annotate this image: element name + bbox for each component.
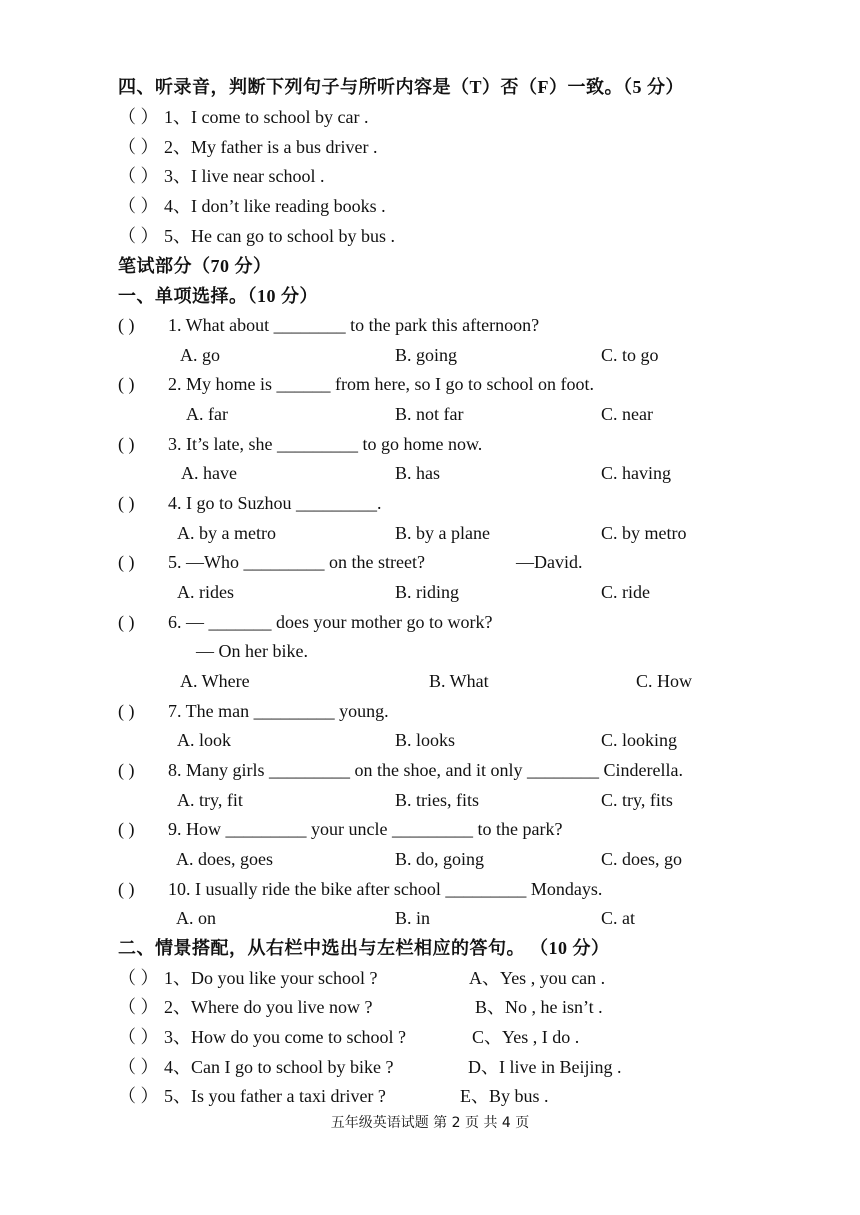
answer-bracket[interactable]: （ ） <box>118 196 159 216</box>
option-c: C. having <box>601 463 671 483</box>
option-b: B. riding <box>395 582 460 602</box>
list-item <box>118 1081 386 1111</box>
list-item <box>118 221 395 251</box>
option-a: A. by a metro <box>177 523 276 543</box>
option-a: A. try, fit <box>177 790 243 810</box>
stem-text: 7. The man _________ young. <box>168 701 389 721</box>
question-stem <box>118 369 594 399</box>
question-stem <box>118 874 602 904</box>
list-item <box>118 132 377 162</box>
option-c: C. try, fits <box>601 790 673 810</box>
list-item <box>118 1052 393 1082</box>
right-answer: A、Yes , you can . <box>469 968 606 988</box>
question-stem <box>118 814 562 844</box>
option-b: B. looks <box>395 730 456 750</box>
item-text: 4、I don’t like reading books . <box>164 196 386 216</box>
option-c: C. does, go <box>601 849 682 869</box>
option-b: B. in <box>395 908 431 928</box>
question-stem <box>118 755 683 785</box>
option-b: B. by a plane <box>395 523 490 543</box>
answer-bracket[interactable]: （ ） <box>118 226 159 246</box>
answer-bracket[interactable]: （ ） <box>118 107 159 127</box>
answer-bracket[interactable]: （ ） <box>118 1027 159 1047</box>
left-question: 3、How do you come to school ? <box>164 1027 406 1047</box>
right-answer: D、I live in Beijing . <box>468 1057 622 1077</box>
option-c: C. at <box>601 908 635 928</box>
option-a: A. does, goes <box>176 849 273 869</box>
stem-text: 2. My home is ______ from here, so I go to school on foot. <box>168 374 594 394</box>
answer-bracket[interactable]: ( ) <box>118 879 135 899</box>
section2-title: 二、情景搭配，从右栏中选出与左栏相应的答句。 （10 分） <box>118 938 610 958</box>
left-question: 1、Do you like your school ? <box>164 968 378 988</box>
stem-text: 9. How _________ your uncle _________ to the park? <box>168 819 563 839</box>
stem-text: 5. —Who _________ on the street? <box>168 552 425 572</box>
question-stem <box>118 547 425 577</box>
stem-text: 3. It’s late, she _________ to go home now. <box>168 434 483 454</box>
option-b: B. not far <box>395 404 464 424</box>
option-b: B. What <box>429 671 489 691</box>
option-c: C. near <box>601 404 653 424</box>
answer-bracket[interactable]: ( ) <box>118 493 135 513</box>
answer-bracket[interactable]: （ ） <box>118 1057 159 1077</box>
option-a: A. have <box>181 463 237 483</box>
list-item <box>118 102 368 132</box>
stem-text: 6. — _______ does your mother go to work? <box>168 612 493 632</box>
answer-bracket[interactable]: ( ) <box>118 374 135 394</box>
stem-text: 10. I usually ride the bike after school _________ Mondays. <box>168 879 603 899</box>
answer-bracket[interactable]: ( ) <box>118 434 135 454</box>
question-stem <box>118 310 539 340</box>
list-item <box>118 963 377 993</box>
stem-text: 1. What about ________ to the park this afternoon? <box>168 315 540 335</box>
answer-bracket[interactable]: （ ） <box>118 137 159 157</box>
answer-bracket[interactable]: （ ） <box>118 968 159 988</box>
option-b: B. tries, fits <box>395 790 479 810</box>
dialogue-answer: —David. <box>516 552 583 572</box>
question-stem <box>118 429 482 459</box>
left-question: 5、Is you father a taxi driver ? <box>164 1086 386 1106</box>
option-a: A. Where <box>180 671 250 691</box>
stem-text: 4. I go to Suzhou _________. <box>168 493 382 513</box>
section4-title: 四、听录音，判断下列句子与所听内容是（T）否（F）一致。（5 分） <box>118 77 684 97</box>
option-c: C. How <box>636 671 693 691</box>
question-stem <box>118 488 382 518</box>
option-c: C. to go <box>601 345 659 365</box>
list-item <box>118 992 372 1022</box>
list-item <box>118 191 386 221</box>
left-question: 2、Where do you live now ? <box>164 997 373 1017</box>
option-b: B. has <box>395 463 440 483</box>
item-text: 5、He can go to school by bus . <box>164 226 395 246</box>
item-text: 3、I live near school . <box>164 166 325 186</box>
dialogue-answer: — On her bike. <box>196 641 308 661</box>
answer-bracket[interactable]: ( ) <box>118 552 135 572</box>
page-footer: 五年级英语试题 第 2 页 共 4 页 <box>330 1115 530 1131</box>
option-a: A. look <box>177 730 231 750</box>
written-part-title: 笔试部分（70 分） <box>118 256 272 276</box>
answer-bracket[interactable]: （ ） <box>118 1086 159 1106</box>
answer-bracket[interactable]: ( ) <box>118 315 135 335</box>
answer-bracket[interactable]: （ ） <box>118 997 159 1017</box>
section1-title: 一、单项选择。（10 分） <box>118 286 318 306</box>
item-text: 1、I come to school by car . <box>164 107 369 127</box>
option-a: A. far <box>186 404 228 424</box>
right-answer: E、By bus . <box>460 1086 549 1106</box>
option-a: A. go <box>180 345 220 365</box>
option-a: A. on <box>176 908 216 928</box>
answer-bracket[interactable]: ( ) <box>118 612 135 632</box>
right-answer: B、No , he isn’t . <box>475 997 603 1017</box>
option-c: C. looking <box>601 730 678 750</box>
item-text: 2、My father is a bus driver . <box>164 137 378 157</box>
answer-bracket[interactable]: ( ) <box>118 819 135 839</box>
list-item <box>118 161 324 191</box>
answer-bracket[interactable]: ( ) <box>118 760 135 780</box>
option-a: A. rides <box>177 582 234 602</box>
answer-bracket[interactable]: （ ） <box>118 166 159 186</box>
option-b: B. going <box>395 345 458 365</box>
question-stem <box>118 696 389 726</box>
stem-text: 8. Many girls _________ on the shoe, and it only ________ Cinderella. <box>168 760 683 780</box>
left-question: 4、Can I go to school by bike ? <box>164 1057 394 1077</box>
option-b: B. do, going <box>395 849 485 869</box>
option-c: C. ride <box>601 582 650 602</box>
option-c: C. by metro <box>601 523 687 543</box>
answer-bracket[interactable]: ( ) <box>118 701 135 721</box>
list-item <box>118 1022 406 1052</box>
question-stem <box>118 607 492 637</box>
right-answer: C、Yes , I do . <box>472 1027 580 1047</box>
